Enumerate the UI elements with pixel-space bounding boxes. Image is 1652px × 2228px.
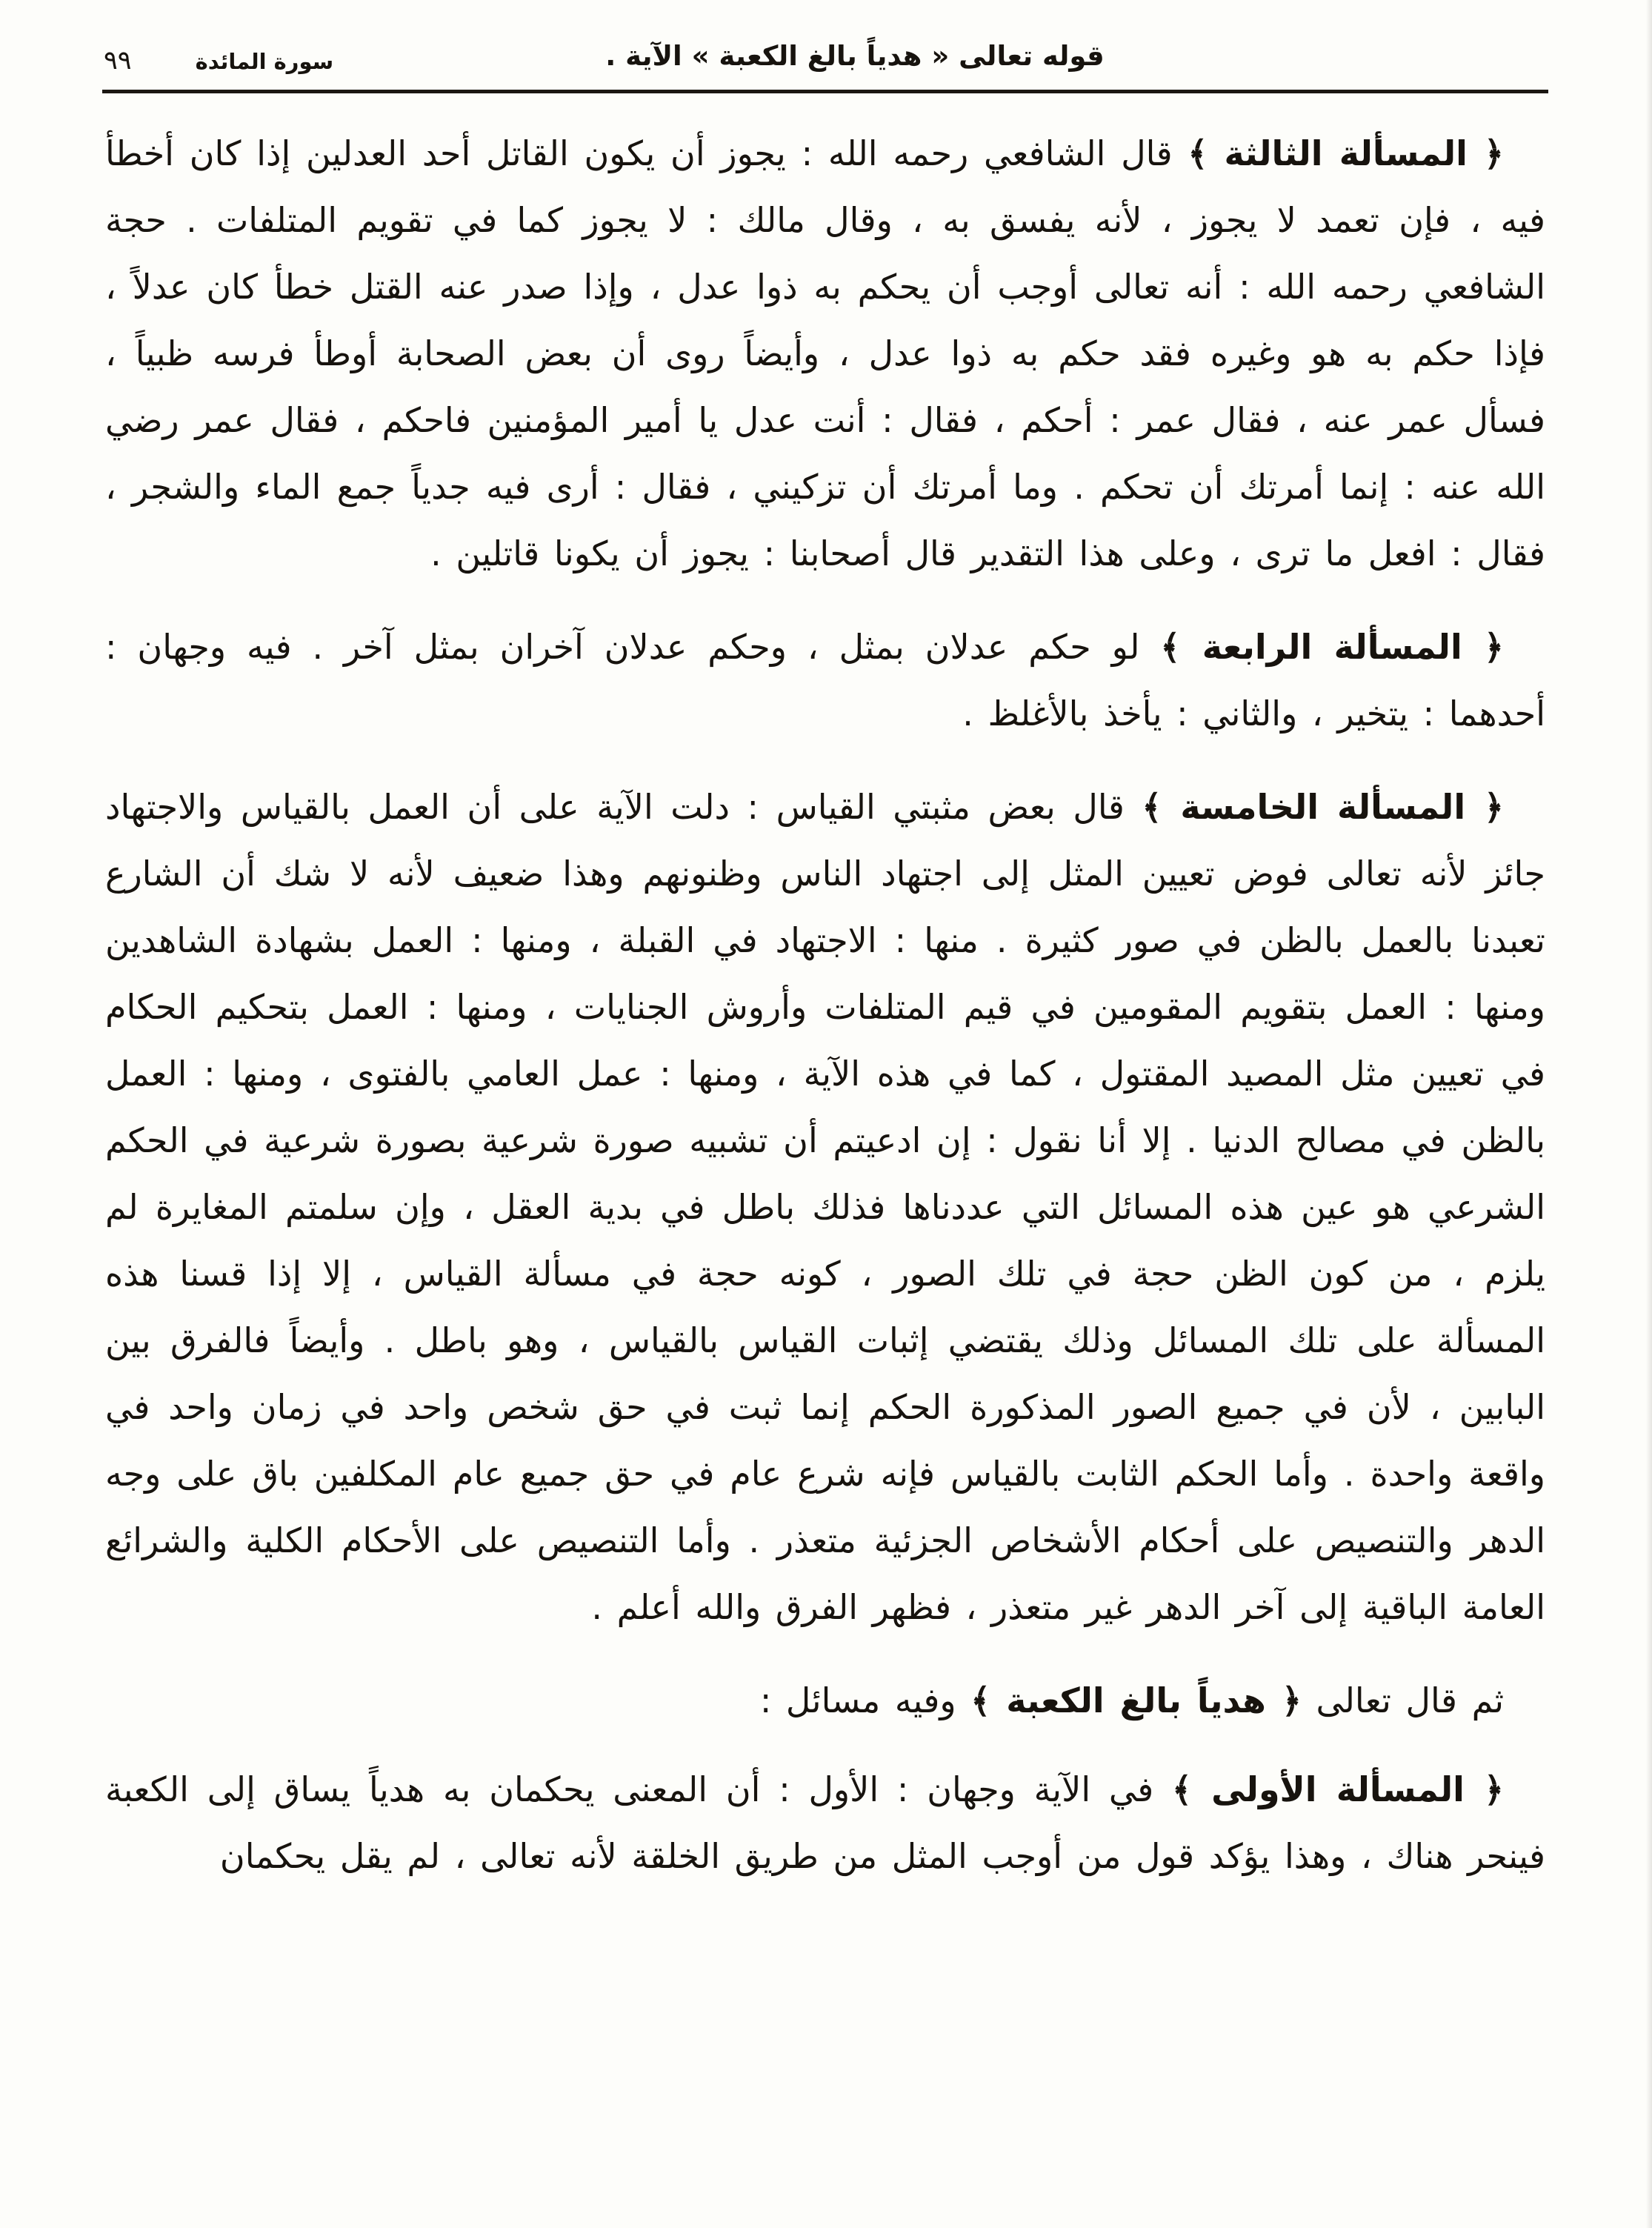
page-body <box>105 120 1545 1912</box>
scan-edge-shading <box>1646 0 1652 2228</box>
running-head-title: قوله تعالى « هدياً بالغ الكعبة » الآية . <box>605 40 1105 72</box>
verse-intro-line <box>105 1667 1545 1734</box>
header-left-group <box>104 46 333 76</box>
paragraph-masala-5 <box>105 774 1545 1640</box>
paragraph-masala-4 <box>105 613 1545 747</box>
surah-name: سورة المائدة <box>195 49 334 74</box>
paragraph-text: لو حكم عدلان بمثل ، وحكم عدلان آخران بمثل آخر . فيه وجهان : أحدهما : يتخير ، والثاني : يأخذ بالأغلظ . <box>105 627 1545 734</box>
header-rule <box>102 90 1548 93</box>
verse-intro-suffix: وفيه مسائل : <box>759 1680 971 1720</box>
verse-intro-prefix: ثم قال تعالى <box>1301 1680 1504 1720</box>
section-marker: ﴿ المسألة الرابعة ﴾ <box>1160 627 1505 667</box>
paragraph-masala-1 <box>105 1756 1545 1889</box>
page-header <box>104 39 1547 84</box>
paragraph-text: قال بعض مثبتي القياس : دلت الآية على أن العمل بالقياس والاجتهاد جائز لأنه تعالى فوض تعيين المثل إلى اجتهاد الناس وظنونهم وهذا ضعيف لأنه لا شك أن الشارع تعبدنا بالعمل بالظن في صور كثيرة . منها : الاجتهاد في القبلة ، ومنها : العمل بشهادة الشاهدين ومنها : العمل بتقويم المقومين في قيم المتلفات وأروش الجنايات ، ومنها : العمل بتحكيم الحكام في تعيين مثل المصيد المقتول ، كما في هذه الآية ، ومنها : عمل العامي بالفتوى ، ومنها : العمل بالظن في مصالح الدنيا . إلا أنا نقول : إن ادعيتم أن تشبيه صورة شرعية بصورة شرعية في الحكم الشرعي هو عين هذه المسائل التي عددناها فذلك باطل في بدية العقل ، وإن سلمتم المغايرة لم يلزم ، من كون الظن حجة في تلك الصور ، كونه حجة في مسألة القياس ، إلا إذا قسنا هذه المسألة على تلك المسائل وذلك يقتضي إثبات القياس بالقياس ، وهو باطل . وأيضاً فالفرق بين البابين ، لأن في جميع الصور المذكورة الحكم إنما ثبت في حق شخص واحد في زمان واحد في واقعة واحدة . وأما الحكم الثابت بالقياس فإنه شرع عام في حق جميع عام المكلفين باق على وجه الدهر والتنصيص على أحكام الأشخاص الجزئية متعذر . وأما التنصيص على الأحكام الكلية والشرائع العامة الباقية إلى آخر الدهر غير متعذر ، فظهر الفرق والله أعلم . <box>105 787 1545 1627</box>
paragraph-text: في الآية وجهان : الأول : أن المعنى يحكمان به هدياً يساق إلى الكعبة فينحر هناك ، وهذا يؤكد قول من أوجب المثل من طريق الخلقة لأنه تعالى ، لم يقل يحكمان <box>105 1769 1545 1876</box>
page-number: ٩٩ <box>104 46 132 76</box>
section-marker: ﴿ المسألة الخامسة ﴾ <box>1142 787 1504 827</box>
verse-quote: ﴿ هدياً بالغ الكعبة ﴾ <box>970 1680 1302 1720</box>
paragraph-text: قال الشافعي رحمه الله : يجوز أن يكون القاتل أحد العدلين إذا كان أخطأ فيه ، فإن تعمد لا يجوز ، لأنه يفسق به ، وقال مالك : لا يجوز كما في تقويم المتلفات . حجة الشافعي رحمه الله : أنه تعالى أوجب أن يحكم به ذوا عدل ، وإذا صدر عنه القتل خطأ كان عدلاً ، فإذا حكم به هو وغيره فقد حكم به ذوا عدل ، وأيضاً روى أن بعض الصحابة أوطأ فرسه ظبياً ، فسأل عمر عنه ، فقال عمر : أحكم ، فقال : أنت عدل يا أمير المؤمنين فاحكم ، فقال عمر رضي الله عنه : إنما أمرتك أن تحكم . وما أمرتك أن تزكيني ، فقال : أرى فيه جدياً جمع الماء والشجر ، فقال : افعل ما ترى ، وعلى هذا التقدير قال أصحابنا : يجوز أن يكونا قاتلين . <box>105 133 1545 573</box>
section-marker: ﴿ المسألة الثالثة ﴾ <box>1188 133 1504 173</box>
paragraph-masala-3 <box>105 120 1545 587</box>
section-marker: ﴿ المسألة الأولى ﴾ <box>1172 1769 1504 1809</box>
